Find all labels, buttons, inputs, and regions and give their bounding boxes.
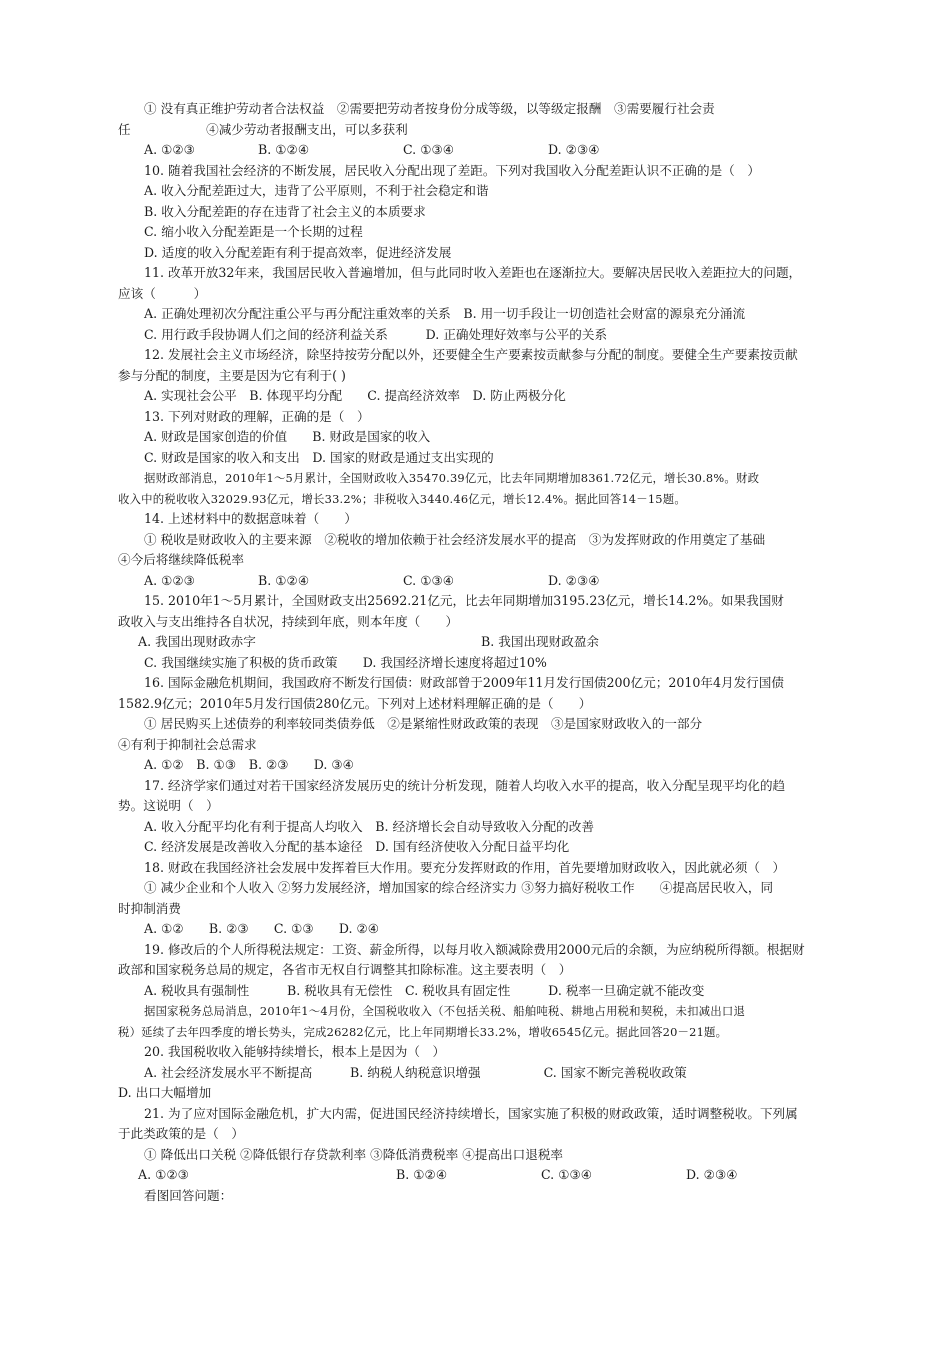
question-20: 20. 我国税收收入能够持续增长，根本上是因为（ ） [144, 1044, 446, 1059]
option: D. 出口大幅增加 [118, 1085, 212, 1100]
question-14: 14. 上述材料中的数据意味着（ ） [144, 511, 357, 526]
material-text: 税）延续了去年四季度的增长势头，完成26282亿元，比上年同期增长33.2%，增收6545亿元。据此回答20－21题。 [118, 1024, 728, 1039]
options-row [118, 140, 834, 161]
text-line: 时抑制消费 [118, 900, 181, 916]
question-13: 13. 下列对财政的理解，正确的是（ ） [144, 408, 370, 424]
question-15: 15. 2010年1～5月累计，全国财政支出25692.21亿元，比去年同期增加3195.23亿元，增长14.2%。如果我国财 [144, 593, 784, 608]
option: C. 财政是国家的收入和支出 D. 国家的财政是通过支出实现的 [144, 449, 494, 465]
question-17: 17. 经济学家们通过对若干国家经济发展历史的统计分析发现，随着人均收入水平的提高，收入分配呈现平均化的趋 [144, 777, 786, 793]
question-18: 18. 财政在我国经济社会发展中发挥着巨大作用。要充分发挥财政的作用，首先要增加财政收入，因此就必须（ ） [144, 859, 786, 875]
option: D. ②③④ [686, 1167, 738, 1182]
text-line: ① 降低出口关税 ②降低银行存贷款利率 ③降低消费税率 ④提高出口退税率 [144, 1146, 564, 1162]
text-line: 政收入与支出维持各自状况，持续到年底，则本年度（ ） [118, 613, 459, 629]
question-10: 10. 随着我国社会经济的不断发展，居民收入分配出现了差距。下列对我国收入分配差距认识不正确的是（ ） [144, 162, 760, 178]
text-line: 参与分配的制度，主要是因为它有利于( ) [118, 367, 346, 383]
text-line: 于此类政策的是（ ） [118, 1126, 244, 1141]
option: D. ②③④ [548, 142, 600, 157]
option: B. 收入分配差距的存在违背了社会主义的本质要求 [144, 203, 426, 219]
text-line: 1582.9亿元；2010年5月发行国债280亿元。下列对上述材料理解正确的是（ ） [118, 695, 592, 711]
text-line: 政部和国家税务总局的规定，各省市无权自行调整其扣除标准。这主要表明（ ） [118, 962, 572, 977]
option: A. 实现社会公平 B. 体现平均分配 C. 提高经济效率 D. 防止两极分化 [144, 388, 566, 403]
text-line: 势。这说明（ ） [118, 798, 219, 813]
question-16: 16. 国际金融危机期间，我国政府不断发行国债：财政部曾于2009年11月发行国债200亿元；2010年4月发行国债 [144, 675, 784, 690]
option: A. 社会经济发展水平不断提高 B. 纳税人纳税意识增强 C. 国家不断完善税收政策 [144, 1064, 687, 1080]
option: B. ①②④ [258, 572, 310, 588]
option: B. 我国出现财政盈余 [481, 634, 600, 649]
option: A. 我国出现财政赤字 [138, 634, 256, 649]
option: C. ①③④ [403, 572, 455, 588]
option: D. ②③④ [548, 572, 600, 588]
text-line: 应该（ ） [118, 285, 207, 301]
text-line: 任 ④减少劳动者报酬支出，可以多获利 [118, 121, 408, 137]
options-row [118, 571, 834, 592]
material-text: 据国家税务总局消息，2010年1～4月份，全国税收收入（不包括关税、船舶吨税、耕地占用税和契税，未扣减出口退 [144, 1004, 746, 1018]
option: A. ①②③ [138, 1167, 189, 1182]
options-row [118, 632, 834, 653]
option: C. ①③④ [541, 1167, 593, 1182]
text-line: ④今后将继续降低税率 [118, 552, 244, 567]
question-11: 11. 改革开放32年来，我国居民收入普遍增加，但与此同时收入差距也在逐渐拉大。要解决居民收入差距拉大的问题， [144, 265, 802, 280]
text-line: ① 减少企业和个人收入 ②努力发展经济，增加国家的综合经济实力 ③努力搞好税收工作 ④提高居民收入，同 [144, 880, 774, 895]
option: A. 正确处理初次分配注重公平与再分配注重效率的关系 B. 用一切手段让一切创造社会财富的源泉充分涌流 [144, 306, 746, 321]
text-line: ④有利于抑制社会总需求 [118, 736, 257, 752]
option: A. ①② B. ②③ C. ①③ D. ②④ [144, 921, 380, 936]
material-text: 收入中的税收收入32029.93亿元，增长33.2%；非税收入3440.46亿元，增长12.4%。据此回答14－15题。 [118, 491, 686, 506]
question-19: 19. 修改后的个人所得税法规定：工资、薪金所得，以每月收入额减除费用2000元后的余额，为应纳税所得额。根据财 [144, 941, 805, 957]
option: C. 用行政手段协调人们之间的经济利益关系 D. 正确处理好效率与公平的关系 [144, 326, 608, 342]
option: A. ①②③ [144, 142, 195, 157]
question-21: 21. 为了应对国际金融危机，扩大内需，促进国民经济持续增长，国家实施了积极的财政政策，适时调整税收。下列属 [144, 1105, 798, 1121]
option: C. 经济发展是改善收入分配的基本途径 D. 国有经济使收入分配日益平均化 [144, 839, 570, 854]
option: C. 我国继续实施了积极的货币政策 D. 我国经济增长速度将超过10% [144, 654, 547, 670]
option: B. ①②④ [396, 1167, 448, 1182]
question-12: 12. 发展社会主义市场经济，除坚持按劳分配以外，还要健全生产要素按贡献参与分配的制度。要健全生产要素按贡献 [144, 347, 798, 362]
section-prompt: 看图回答问题： [144, 1187, 233, 1203]
text-line: ① 居民购买上述债券的利率较同类债券低 ②是紧缩性财政政策的表现 ③是国家财政收入的一部分 [144, 716, 703, 731]
option: C. 缩小收入分配差距是一个长期的过程 [144, 224, 363, 239]
option: A. 财政是国家创造的价值 B. 财政是国家的收入 [144, 429, 431, 444]
text-line: ① 没有真正维护劳动者合法权益 ②需要把劳动者按身份分成等级，以等级定报酬 ③需要履行社会责 [144, 101, 715, 116]
option: D. 适度的收入分配差距有利于提高效率，促进经济发展 [144, 244, 452, 260]
text-line: ① 税收是财政收入的主要来源 ②税收的增加依赖于社会经济发展水平的提高 ③为发挥财政的作用奠定了基础 [144, 531, 766, 547]
option: A. ①②③ [144, 572, 195, 588]
option: A. ①② B. ①③ B. ②③ D. ③④ [144, 757, 354, 772]
exam-text [118, 99, 834, 1206]
option: A. 收入分配差距过大，违背了公平原则，不利于社会稳定和谐 [144, 183, 489, 198]
options-row [118, 1165, 834, 1186]
option: A. 税收具有强制性 B. 税收具有无偿性 C. 税收具有固定性 D. 税率一旦确定就不能改变 [144, 982, 705, 998]
option: C. ①③④ [403, 142, 455, 157]
option: A. 收入分配平均化有利于提高人均收入 B. 经济增长会自动导致收入分配的改善 [144, 818, 594, 834]
material-text: 据财政部消息，2010年1～5月累计，全国财政收入35470.39亿元，比去年同期增加8361.72亿元，增长30.8%。财政 [144, 471, 760, 485]
option: B. ①②④ [258, 142, 310, 157]
